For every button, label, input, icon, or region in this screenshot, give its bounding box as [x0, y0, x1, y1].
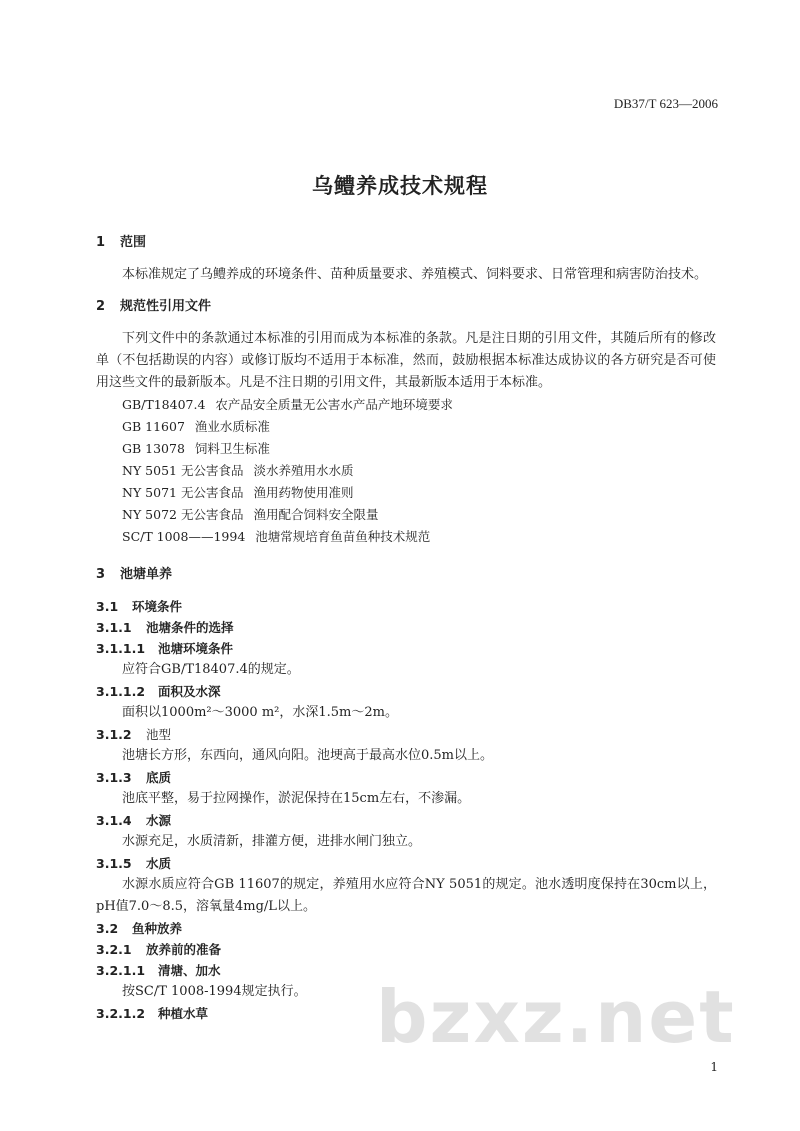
subsection-title: 水源: [146, 813, 172, 828]
reference-item: [96, 438, 716, 460]
subsection-heading: [96, 596, 716, 617]
reference-item: [96, 394, 716, 416]
subsection-title: 池塘条件的选择: [146, 620, 234, 635]
subsection-number: 3.1.1.1: [96, 641, 146, 656]
reference-code: SC/T 1008——1994: [122, 529, 246, 544]
subsection-heading: [96, 724, 716, 745]
reference-code: NY 5072 无公害食品: [122, 507, 244, 522]
reference-item: [96, 526, 716, 548]
reference-name: 渔用配合饲料安全限量: [253, 507, 379, 522]
subsection-title: 放养前的准备: [146, 942, 222, 957]
reference-item: [96, 482, 716, 504]
section-title: 池塘单养: [120, 567, 173, 582]
reference-name: 渔业水质标准: [194, 419, 270, 434]
watermark: bzxz.net: [376, 975, 736, 1059]
subsection-number: 3.1.2: [96, 727, 132, 742]
clause-text: 池塘长方形，东西向，通风向阳。池埂高于最高水位0.5m以上。: [122, 748, 494, 763]
subsection-heading: [96, 939, 716, 960]
section-heading-2: [96, 296, 716, 318]
document-body: [96, 232, 716, 1024]
reference-name: 农产品安全质量无公害水产品产地环境要求: [215, 397, 453, 412]
reference-name: 渔用药物使用准则: [253, 485, 354, 500]
clause-text: 应符合GB/T18407.4的规定。: [122, 662, 300, 677]
section-title: 范围: [120, 235, 147, 250]
subsection-title: 底质: [146, 770, 172, 785]
reference-item: [96, 416, 716, 438]
subsection-title: 清塘、加水: [158, 963, 221, 978]
reference-code: GB 11607: [122, 419, 185, 434]
reference-code: NY 5051 无公害食品: [122, 463, 244, 478]
page-number: 1: [710, 1060, 718, 1074]
subsection-heading: [96, 918, 716, 939]
section-number: 1: [96, 235, 106, 250]
reference-item: [96, 460, 716, 482]
clause-text: 水源水质应符合GB 11607的规定，养殖用水应符合NY 5051的规定。池水透明度保持在30cm以上，pH值7.0～8.5，溶氧量4mg/L以上。: [96, 877, 716, 914]
subsection-title: 面积及水深: [158, 684, 221, 699]
subsection-title: 池塘环境条件: [158, 641, 234, 656]
subsection-heading: [96, 767, 716, 788]
subsection-title: 鱼种放养: [132, 921, 183, 936]
section-number: 2: [96, 299, 106, 314]
subsection-number: 3.1.4: [96, 813, 132, 828]
subsection-number: 3.2.1.2: [96, 1006, 146, 1021]
clause-text: 按SC/T 1008-1994规定执行。: [122, 984, 307, 999]
reference-code: NY 5071 无公害食品: [122, 485, 244, 500]
references-paragraph: 下列文件中的条款通过本标准的引用而成为本标准的条款。凡是注日期的引用文件，其随后所有的修改单（不包括勘误的内容）或修订版均不适用于本标准，然而，鼓励根据本标准达成协议的各方研究是否可使用这些文件的最新版本。凡是不注日期的引用文件，其最新版本适用于本标准。: [96, 331, 716, 390]
subsection-heading: [96, 681, 716, 702]
reference-name: 淡水养殖用水水质: [253, 463, 354, 478]
section-heading-3: [96, 564, 716, 586]
subsection-title: 种植水草: [158, 1006, 209, 1021]
subsection-heading: [96, 638, 716, 659]
scope-paragraph: 本标准规定了乌鳢养成的环境条件、苗种质量要求、养殖模式、饲料要求、日常管理和病害防治技术。: [122, 267, 708, 282]
subsection-number: 3.1.1.2: [96, 684, 146, 699]
reference-name: 饲料卫生标准: [194, 441, 270, 456]
subsection-heading: [96, 810, 716, 831]
reference-name: 池塘常规培育鱼苗鱼种技术规范: [255, 529, 431, 544]
standard-code: DB37/T 623—2006: [613, 96, 718, 111]
subsection-title: 池型: [146, 727, 172, 742]
clause-text: 池底平整，易于拉网操作，淤泥保持在15cm左右，不渗漏。: [122, 791, 471, 806]
document-title: 乌鳢养成技术规程: [312, 174, 488, 198]
section-title: 规范性引用文件: [120, 299, 212, 314]
clause-text: 水源充足，水质清新，排灌方便，进排水闸门独立。: [122, 834, 422, 849]
reference-code: GB/T18407.4: [122, 397, 206, 412]
subsection-number: 3.2.1: [96, 942, 132, 957]
subsection-number: 3.2: [96, 921, 119, 936]
section-heading-1: [96, 232, 716, 254]
reference-code: GB 13078: [122, 441, 185, 456]
section-number: 3: [96, 567, 106, 582]
clause-text: 面积以1000m²～3000 m²，水深1.5m～2m。: [122, 705, 398, 720]
reference-item: [96, 504, 716, 526]
subsection-heading: [96, 853, 716, 874]
subsection-title: 水质: [146, 856, 172, 871]
subsection-number: 3.1.3: [96, 770, 132, 785]
subsection-number: 3.2.1.1: [96, 963, 146, 978]
subsection-heading: [96, 617, 716, 638]
subsection-number: 3.1: [96, 599, 119, 614]
subsection-title: 环境条件: [132, 599, 183, 614]
subsection-number: 3.1.1: [96, 620, 132, 635]
subsection-number: 3.1.5: [96, 856, 132, 871]
